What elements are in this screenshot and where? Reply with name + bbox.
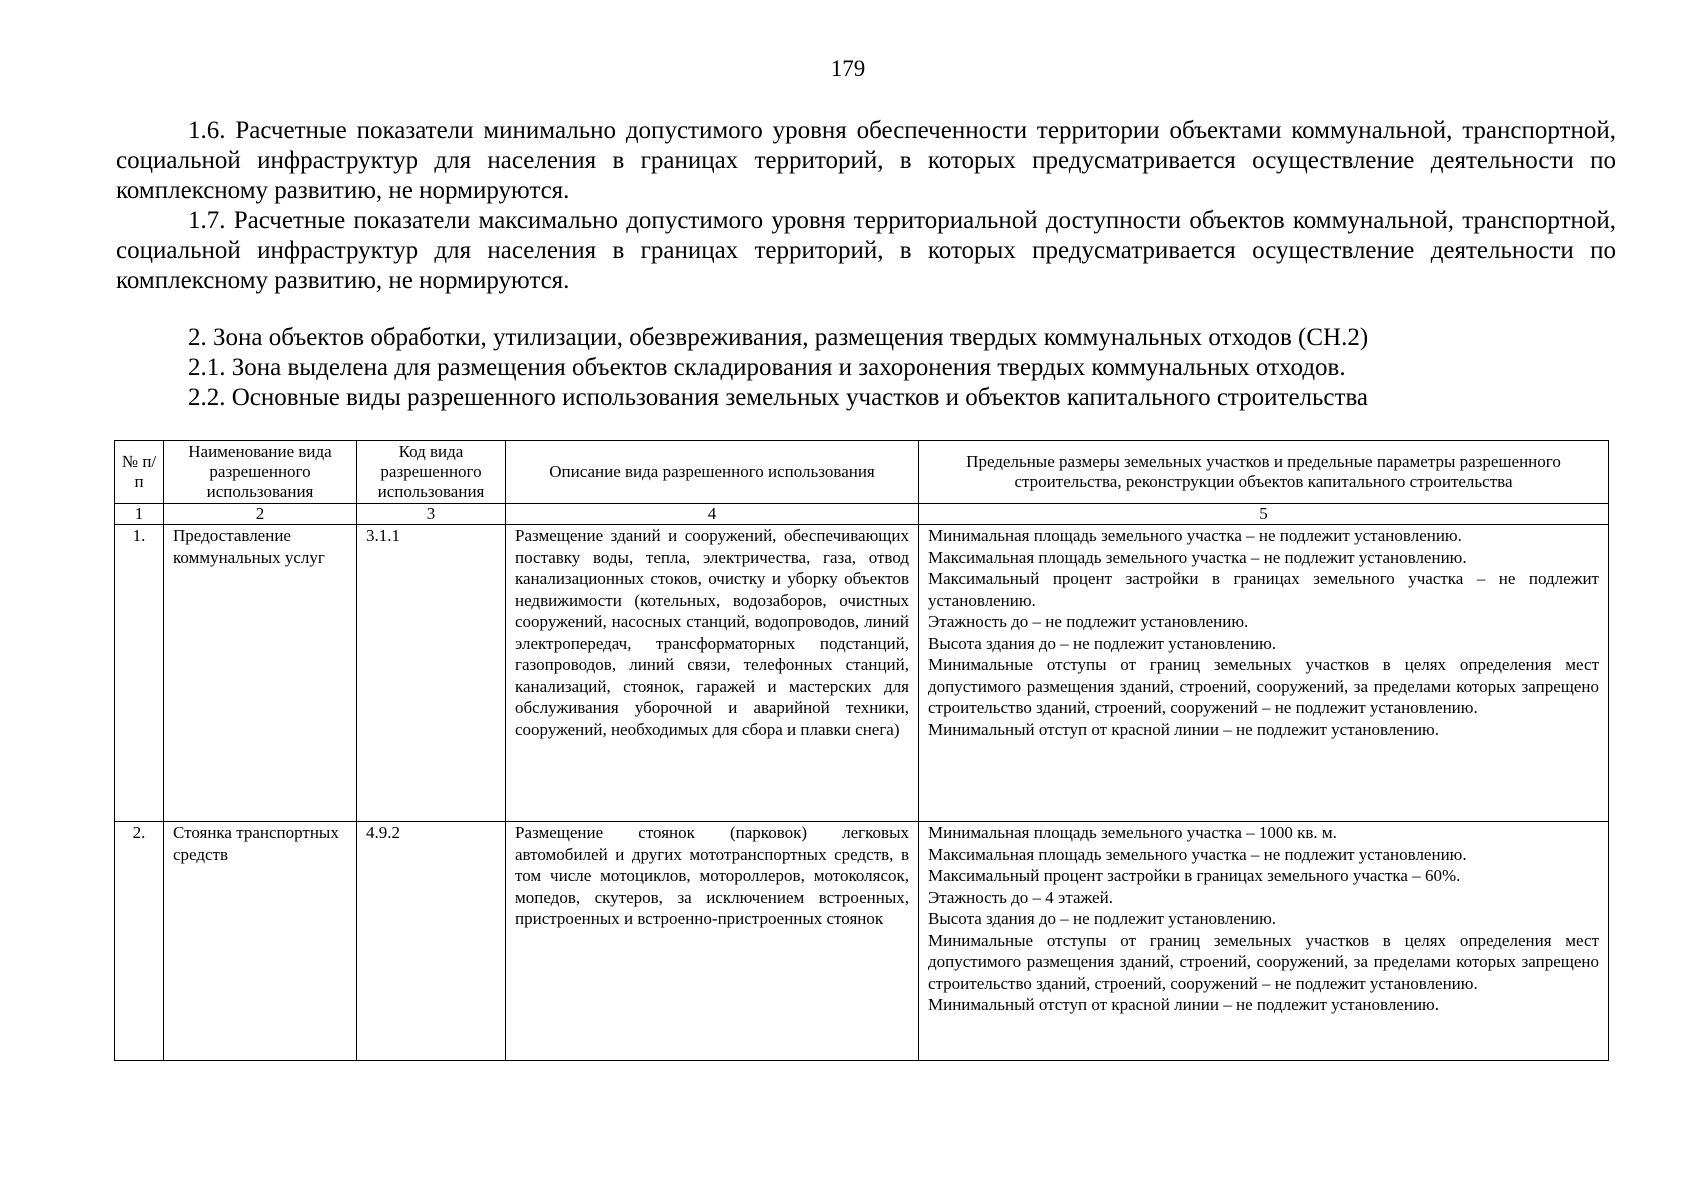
row-limits: [919, 525, 1609, 822]
paragraph-2-2: 2.2. Основные виды разрешенного использования земельных участков и объектов капитального строительства: [188, 384, 1369, 411]
zone-title: 2. Зона объектов обработки, утилизации, обезвреживания, размещения твердых коммунальных отходов (СН.2): [188, 324, 1369, 351]
limit-line: Максимальный процент застройки в границах земельного участка – не подлежит установлению.: [928, 569, 1599, 610]
row-code: 3.1.1: [357, 525, 506, 822]
column-number: 5: [919, 504, 1609, 525]
limit-line: Минимальный отступ от красной линии – не подлежит установлению.: [928, 995, 1439, 1014]
table-header-row: [115, 441, 1609, 504]
row-limits: [919, 822, 1609, 1061]
land-use-table: [114, 440, 1609, 1061]
row-name: Стоянка транспортных средств: [164, 822, 357, 1061]
limit-line: Минимальные отступы от границ земельных участков в целях определения мест допустимого размещения зданий, строений, сооружений, за пределами которых запрещено строительство зданий, строений, сооружений – не подлежит установлению.: [928, 930, 1599, 993]
header-desc: Описание вида разрешенного использования: [506, 441, 919, 504]
limit-line: Минимальная площадь земельного участка – 1000 кв. м.: [928, 823, 1337, 842]
limit-line: Высота здания до – не подлежит установлению.: [928, 633, 1277, 653]
limit-line: Максимальная площадь земельного участка – не подлежит установлению.: [928, 844, 1467, 864]
zone-section: [116, 323, 1616, 413]
column-number: 1: [115, 504, 164, 525]
limit-line: Минимальная площадь земельного участка – не подлежит установлению.: [928, 526, 1462, 545]
limit-line: Высота здания до – не подлежит установлению.: [928, 909, 1277, 928]
column-number: 4: [506, 504, 919, 525]
limit-line: Этажность до – 4 этажей.: [928, 887, 1113, 907]
header-limits: Предельные размеры земельных участков и предельные параметры разрешенного строительства, реконструкции объектов капитального строительства: [919, 441, 1609, 504]
limit-line: Максимальная площадь земельного участка – не подлежит установлению.: [928, 547, 1467, 567]
limit-line: Этажность до – не подлежит установлению.: [928, 612, 1249, 631]
limit-line: Максимальный процент застройки в границах земельного участка – 60%.: [928, 866, 1461, 885]
paragraph-1-6: 1.6. Расчетные показатели минимально допустимого уровня обеспеченности территории объектами коммунальной, транспортной, социальной инфраструктур для населения в границах территорий, в которых предусматривается осуществление деятельности по комплексному развитию, не нормируются.: [116, 117, 1616, 204]
row-desc: Размещение зданий и сооружений, обеспечивающих поставку воды, тепла, электричества, газа, отвод канализационных стоков, очистку и уборку объектов недвижимости (котельных, водозаборов, очистных сооружений, насосных станций, водопроводов, линий электропередач, трансформаторных подстанций, газопроводов, линий связи, телефонных станций, канализаций, стоянок, гаражей и мастерских для обслуживания уборочной и аварийной техники, сооружений, необходимых для сбора и плавки снега): [506, 525, 919, 822]
table-row: [115, 525, 1609, 822]
row-num: 1.: [115, 525, 164, 822]
column-number: 3: [357, 504, 506, 525]
row-code: 4.9.2: [357, 822, 506, 1061]
column-number-row: [115, 504, 1609, 525]
row-num: 2.: [115, 822, 164, 1061]
column-number: 2: [164, 504, 357, 525]
limit-line: Минимальный отступ от красной линии – не подлежит установлению.: [928, 719, 1439, 739]
intro-section: [116, 116, 1616, 296]
header-code: Код вида разрешенного использования: [357, 441, 506, 504]
row-name: Предоставление коммунальных услуг: [164, 525, 357, 822]
table-row: [115, 822, 1609, 1061]
row-desc: Размещение стоянок (парковок) легковых автомобилей и других мототранспортных средств, в том числе мотоциклов, мотороллеров, мотоколясок, мопедов, скутеров, за исключением встроенных, пристроенных и встроенно-пристроенных стоянок: [506, 822, 919, 1061]
header-num: № п/п: [115, 441, 164, 504]
page-number: 179: [830, 56, 866, 81]
paragraph-1-7: 1.7. Расчетные показатели максимально допустимого уровня территориальной доступности объектов коммунальной, транспортной, социальной инфраструктур для населения в границах территорий, в которых предусматривается осуществление деятельности по комплексному развитию, не нормируются.: [116, 207, 1616, 294]
limit-line: Минимальные отступы от границ земельных участков в целях определения мест допустимого размещения зданий, строений, сооружений, за пределами которых запрещено строительство зданий, строений, сооружений – не подлежит установлению.: [928, 655, 1599, 717]
header-name: Наименование вида разрешенного использования: [164, 441, 357, 504]
paragraph-2-1: 2.1. Зона выделена для размещения объектов складирования и захоронения твердых коммунальных отходов.: [188, 354, 1346, 381]
